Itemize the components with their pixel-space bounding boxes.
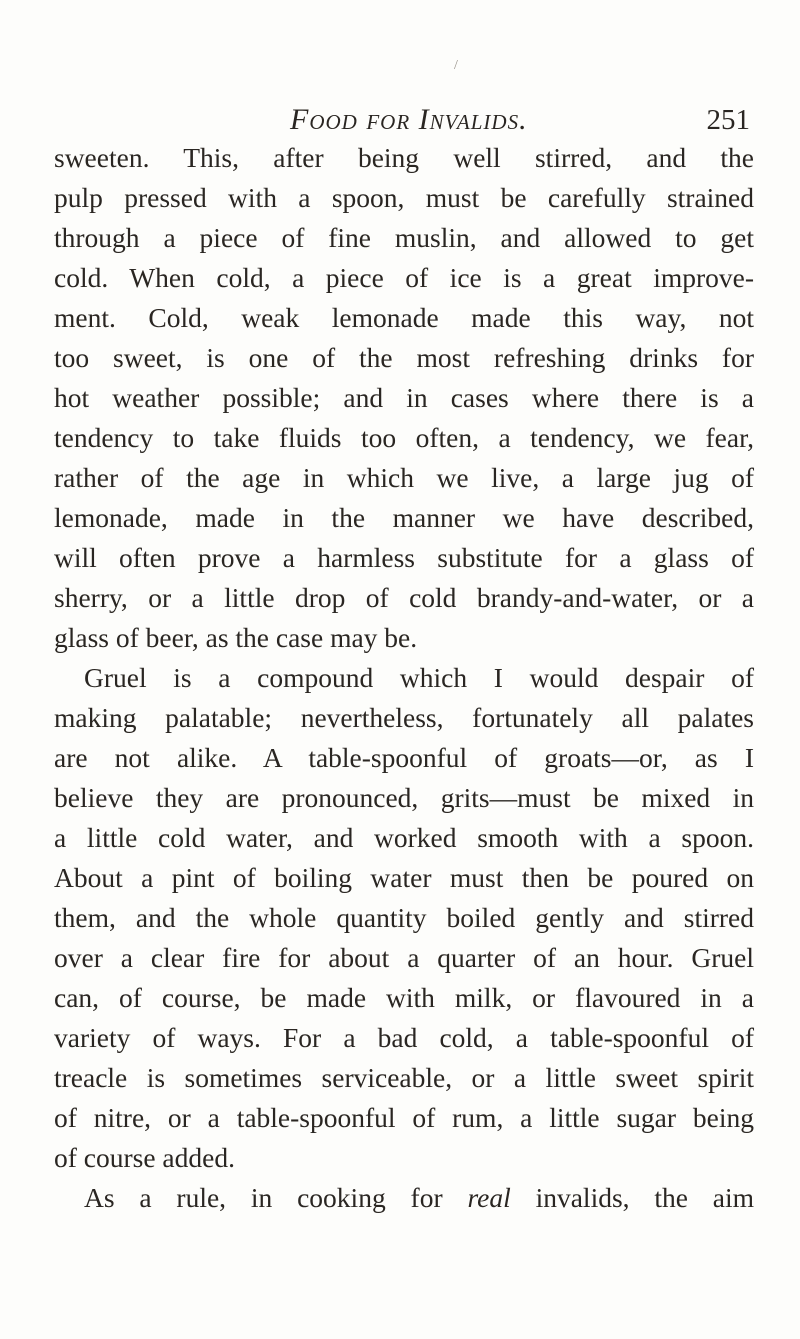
text-line: a little cold water, and worked smooth with a spoon. (54, 822, 754, 853)
text-line: lemonade, made in the manner we have described, (54, 502, 754, 533)
text-line: ment. Cold, weak lemonade made this way, not (54, 302, 754, 333)
text-line: over a clear fire for about a quarter of an hour. Gruel (54, 942, 754, 973)
text-line: believe they are pronounced, grits—must be mixed in (54, 782, 754, 813)
text-line: of course added. (54, 1142, 235, 1173)
text-line: rather of the age in which we live, a large jug of (54, 462, 754, 493)
text-line: cold. When cold, a piece of ice is a great improve- (54, 262, 754, 293)
text-line: Gruel is a compound which I would despair of (84, 662, 754, 693)
text-line: sweeten. This, after being well stirred, and the (54, 142, 754, 173)
text-line: of nitre, or a table-spoonful of rum, a little sugar being (54, 1102, 754, 1133)
text-line: through a piece of fine muslin, and allowed to get (54, 222, 754, 253)
text-line: too sweet, is one of the most refreshing drinks for (54, 342, 754, 373)
text-line: About a pint of boiling water must then be poured on (54, 862, 754, 893)
printer-mark: / (454, 58, 458, 73)
text-line: glass of beer, as the case may be. (54, 622, 418, 653)
last-line-after: invalids, the aim (535, 1182, 755, 1213)
text-line: making palatable; nevertheless, fortunately all palates (54, 702, 754, 733)
text-line: tendency to take fluids too often, a tendency, we fear, (54, 422, 754, 453)
running-head (290, 100, 750, 140)
emphasis-real: real (467, 1182, 511, 1213)
last-line-before: As a rule, in cooking for (84, 1182, 443, 1213)
page-number: 251 (706, 104, 750, 136)
text-line: hot weather possible; and in cases where there is a (54, 382, 754, 413)
text-line: variety of ways. For a bad cold, a table-spoonful of (54, 1022, 754, 1053)
text-line: are not alike. A table-spoonful of groats—or, as I (54, 742, 754, 773)
body-text (54, 138, 754, 1218)
text-line: will often prove a harmless substitute for a glass of (54, 542, 754, 573)
running-title: Food for Invalids. (290, 103, 528, 136)
text-line: them, and the whole quantity boiled gently and stirred (54, 902, 754, 933)
text-line: pulp pressed with a spoon, must be carefully strained (54, 182, 754, 213)
text-line: can, of course, be made with milk, or flavoured in a (54, 982, 754, 1013)
text-line: sherry, or a little drop of cold brandy-and-water, or a (54, 582, 754, 613)
text-line-last (54, 1178, 754, 1218)
text-line: treacle is sometimes serviceable, or a little sweet spirit (54, 1062, 754, 1093)
